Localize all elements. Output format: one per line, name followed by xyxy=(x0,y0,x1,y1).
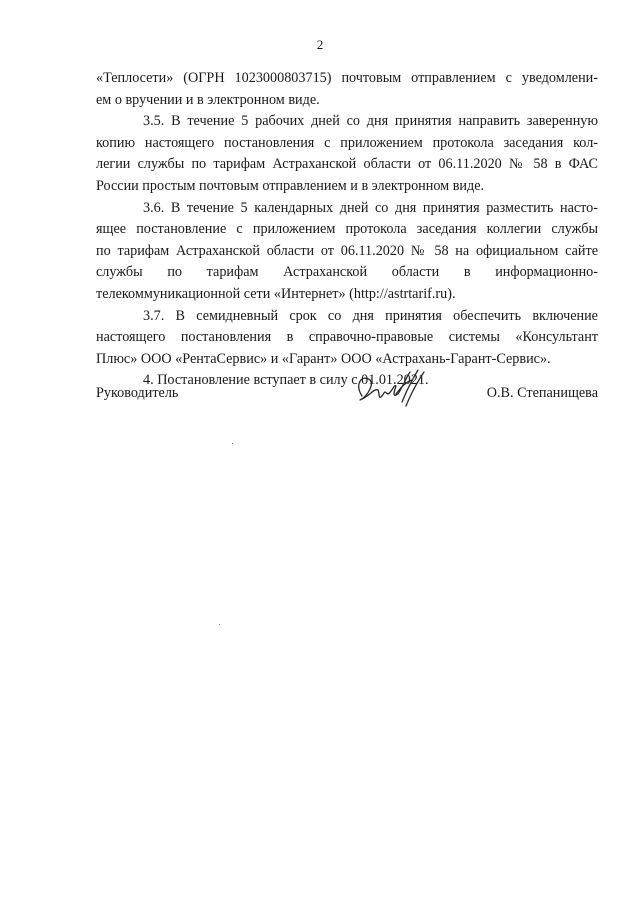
clause-3-7: 3.7. В семидневный срок со дня принятия обеспечить включение xyxy=(143,307,598,324)
scan-speck xyxy=(219,624,220,625)
handwritten-signature xyxy=(348,366,438,414)
text-line: настоящего постановления в справочно-правовые системы «Консультант xyxy=(96,329,598,346)
signatory-title: Руководитель xyxy=(96,385,179,401)
signatory-name: О.В. Степанищева xyxy=(486,385,598,401)
text-line: по тарифам Астраханской области от 06.11.2020 № 58 на официальном сайте xyxy=(96,242,598,259)
text-line: копию настоящего постановления с приложением протокола заседания кол- xyxy=(96,134,598,151)
text-line: Плюс» ООО «РентаСервис» и «Гарант» ООО «Астрахань-Гарант-Сервис». xyxy=(96,350,551,367)
clause-4: 4. Постановление вступает в силу с 01.01.2021. xyxy=(143,372,429,389)
text-line: телекоммуникационной сети «Интернет» (http://astrtarif.ru). xyxy=(96,285,456,302)
signature-block xyxy=(96,366,598,416)
text-line: России простым почтовым отправлением и в электронном виде. xyxy=(96,177,485,194)
clause-3-5: 3.5. В течение 5 рабочих дней со дня принятия направить заверенную xyxy=(143,113,598,130)
document-body xyxy=(96,68,598,392)
text-line: ящее постановление с приложением протокола заседания коллегии службы xyxy=(96,221,598,238)
scan-speck xyxy=(232,443,233,444)
text-line: ем о вручении и в электронном виде. xyxy=(96,91,320,108)
text-line: службы по тарифам Астраханской области в информационно- xyxy=(96,264,598,281)
text-line: «Теплосети» (ОГРН 1023000803715) почтовым отправлением с уведомлени- xyxy=(96,70,598,86)
clause-3-6: 3.6. В течение 5 календарных дней со дня принятия разместить насто- xyxy=(143,199,598,216)
text-line: легии службы по тарифам Астраханской области от 06.11.2020 № 58 в ФАС xyxy=(96,156,598,173)
page-number: 2 xyxy=(316,37,324,52)
